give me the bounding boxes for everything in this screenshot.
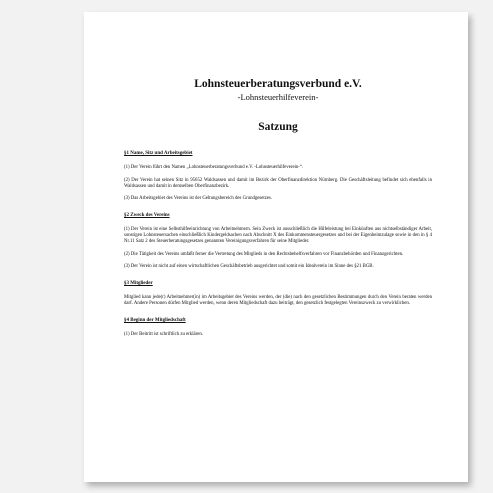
section-beginn-mitgliedschaft xyxy=(124,318,432,338)
section-mitglieder xyxy=(124,281,432,307)
paragraph: (3) Das Arbeitsgebiet des Vereins ist der Geltungsbereich des Grundgesetzes. xyxy=(124,196,273,202)
section-heading: §2 Zweck des Vereins xyxy=(124,213,170,219)
paragraph: (3) Der Verein ist nicht auf einen wirtschaftlichen Geschäftsbetrieb ausgerichtet und somit ein Idealverein im Sinne des §21 BGB. xyxy=(124,264,374,270)
paragraph: (1) Der Beitritt ist schriftlich zu erklären. xyxy=(124,331,203,337)
paragraph: (1) Der Verein ist eine Selbsthilfeeinrichtung von Arbeitnehmern. Sein Zweck ist ausschließlich die Hilfeleistung bei Einkünften aus nichtselbständiger Arbeit, sonstigen Lohnsteuersachen einschließlich Kindergeldsachen nach Abschnitt X des Einkommensteuergesetzes und bei der Eigenheimzulage sowie in den in § 4 Nr.11 Satz 2 des Steuerberatungsgesetzes genannten Vereinigungsverfahren für seine Mitglieder. xyxy=(124,227,432,244)
paragraph: (2) Der Verein hat seinen Sitz in 95652 Waldsassen und damit im Bezirk der Oberfinanzdirektion Nürnberg. Die Geschäftsleitung befindet sich ebenfalls in Waldsassen und damit in demselben Oberfinanzbezirk. xyxy=(124,177,432,189)
document-subtitle: -Lohnsteuerhilfeverein- xyxy=(237,92,319,102)
document-page xyxy=(84,12,468,482)
paragraph: Mitglied kann jede(r) Arbeitnehmer(in) im Arbeitsgebiet des Vereins werden, der (die) nach den gesetzlichen Bestimmungen durch den Verein beraten werden darf. Andere Personen dürfen Mitglied werden, wenn deren Mitgliedschaft dazu beiträgt, den gesetzlich festgelegten Vereinszweck zu verwirklichen. xyxy=(124,295,432,306)
document-title: Lohnsteuerberatungsverbund e.V. xyxy=(194,78,362,90)
section-zweck xyxy=(124,213,432,270)
section-heading: §1 Name, Sitz und Arbeitsgebiet xyxy=(124,151,193,156)
document-heading: Satzung xyxy=(258,121,298,133)
paragraph: (1) Der Verein führt den Namen „Lohnsteuerberatungsverbund e.V. -Lohnsteuerhilfeverein-“. xyxy=(124,165,304,170)
section-heading: §4 Beginn der Mitgliedschaft xyxy=(124,317,186,323)
section-name-sitz xyxy=(124,151,432,202)
paragraph: (2) Die Tätigkeit des Vereins umfaßt ferner die Vertretung des Mitglieds in den Rechtsbehelfsverfahren vor Finanzbehörden und Finanzgerichten. xyxy=(124,251,404,257)
section-heading: §3 Mitglieder xyxy=(124,281,153,287)
